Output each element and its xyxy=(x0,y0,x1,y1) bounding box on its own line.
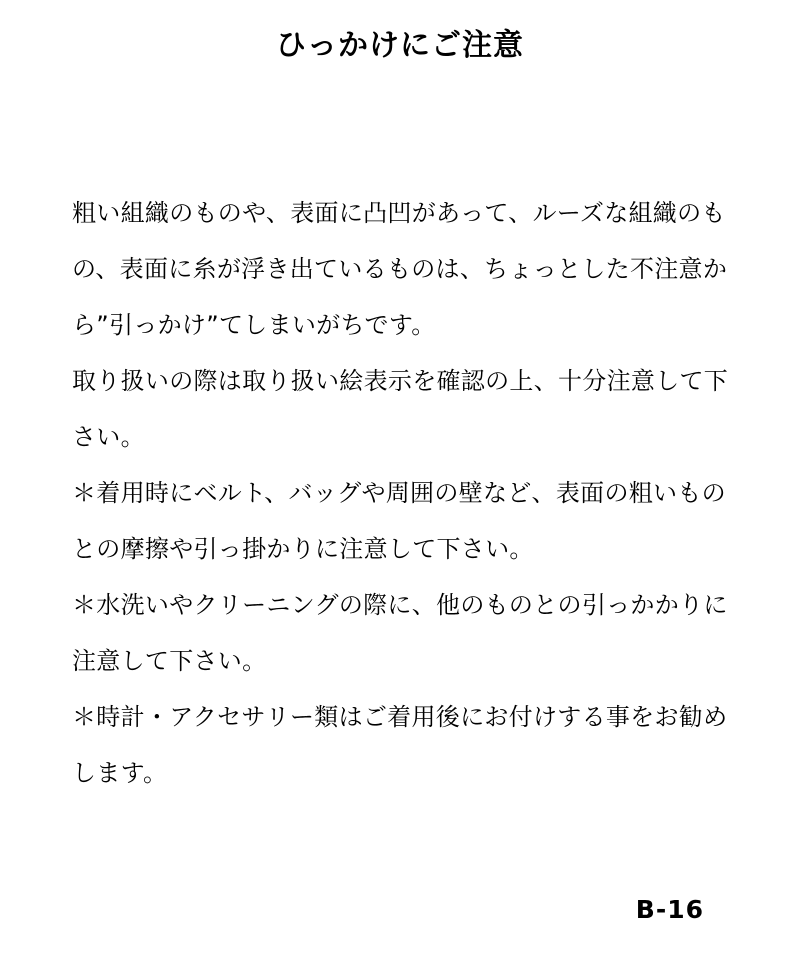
paragraph: ＊着用時にベルト、バッグや周囲の壁など、表面の粗いものとの摩擦や引っ掛かりに注意して下さい。 xyxy=(72,479,726,563)
body-text xyxy=(72,185,732,801)
paragraph: ＊水洗いやクリーニングの際に、他のものとの引っかかりに注意して下さい。 xyxy=(72,591,728,675)
page-title: ひっかけにご注意 xyxy=(276,28,524,63)
page-code: B-16 xyxy=(635,895,704,924)
paragraph: 粗い組織のものや、表面に凸凹があって、ルーズな組織のもの、表面に糸が浮き出ているものは、ちょっとした不注意から”引っかけ”てしまいがちです。 xyxy=(72,199,728,339)
paragraph: 取り扱いの際は取り扱い絵表示を確認の上、十分注意して下さい。 xyxy=(72,367,729,451)
paragraph: ＊時計・アクセサリー類はご着用後にお付けする事をお勧めします。 xyxy=(72,703,728,787)
